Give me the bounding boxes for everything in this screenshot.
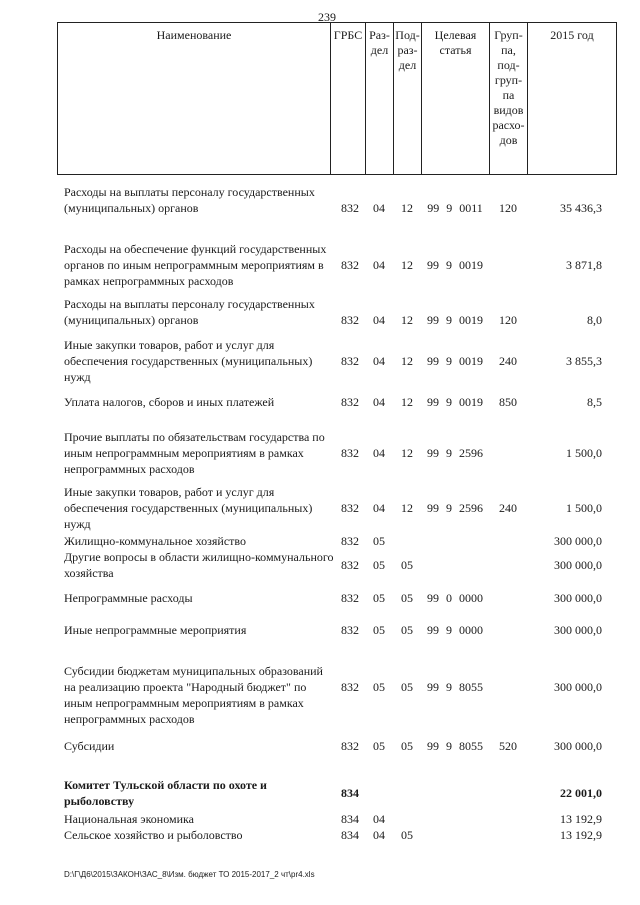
file-path-footer: D:\Г\Д6\2015\ЗАКОН\ЗАС_8\Изм. бюджет ТО 2015-2017_2 чт\pr4.xls bbox=[64, 870, 315, 879]
row-celevaya: 99 9 2596 bbox=[427, 501, 483, 515]
row-razdel: 04 bbox=[373, 354, 385, 368]
row-razdel: 04 bbox=[373, 395, 385, 409]
row-name: Прочие выплаты по обязательствам государства по иным непрограммным мероприятиям в рамках непрограммных расходов bbox=[64, 430, 325, 476]
row-gruppa: 240 bbox=[499, 354, 517, 368]
table-row bbox=[0, 647, 640, 727]
row-name: Сельское хозяйство и рыболовство bbox=[64, 828, 243, 842]
header-name: Наименование bbox=[57, 22, 330, 174]
row-podrazdel: 12 bbox=[401, 446, 413, 460]
row-podrazdel: 12 bbox=[401, 201, 413, 215]
row-sum: 300 000,0 bbox=[554, 739, 602, 753]
row-sum: 22 001,0 bbox=[560, 786, 602, 800]
row-sum: 3 855,3 bbox=[566, 354, 602, 368]
row-gruppa: 120 bbox=[499, 201, 517, 215]
table-row bbox=[0, 296, 640, 328]
row-razdel: 04 bbox=[373, 258, 385, 272]
header-celevaya: Целевая статья bbox=[421, 22, 489, 174]
table-row bbox=[0, 827, 640, 843]
row-celevaya: 99 9 8055 bbox=[427, 739, 483, 753]
row-razdel: 05 bbox=[373, 623, 385, 637]
table-row bbox=[0, 429, 640, 477]
header-razdel: Раз- дел bbox=[365, 22, 393, 174]
row-grbs: 832 bbox=[341, 446, 359, 460]
row-razdel: 04 bbox=[373, 446, 385, 460]
row-grbs: 832 bbox=[341, 534, 359, 548]
row-gruppa: 850 bbox=[499, 395, 517, 409]
row-name: Иные закупки товаров, работ и услуг для обеспечения государственных (муниципальных) нужд bbox=[64, 338, 313, 384]
row-podrazdel: 12 bbox=[401, 501, 413, 515]
row-grbs: 832 bbox=[341, 623, 359, 637]
row-razdel: 04 bbox=[373, 313, 385, 327]
row-razdel: 05 bbox=[373, 591, 385, 605]
row-celevaya: 99 9 8055 bbox=[427, 680, 483, 694]
row-razdel: 04 bbox=[373, 828, 385, 842]
row-celevaya: 99 0 0000 bbox=[427, 591, 483, 605]
table-row bbox=[0, 811, 640, 827]
row-name: Уплата налогов, сборов и иных платежей bbox=[64, 395, 275, 409]
row-podrazdel: 05 bbox=[401, 680, 413, 694]
row-grbs: 834 bbox=[341, 812, 359, 826]
row-podrazdel: 12 bbox=[401, 395, 413, 409]
table-row bbox=[0, 533, 640, 549]
row-grbs: 832 bbox=[341, 313, 359, 327]
row-podrazdel: 05 bbox=[401, 623, 413, 637]
row-podrazdel: 12 bbox=[401, 313, 413, 327]
row-podrazdel: 12 bbox=[401, 258, 413, 272]
row-sum: 13 192,9 bbox=[560, 828, 602, 842]
table-row bbox=[0, 549, 640, 581]
row-grbs: 832 bbox=[341, 591, 359, 605]
row-name: Субсидии бюджетам муниципальных образований на реализацию проекта "Народный бюджет" по иным непрограммным мероприятиям в рамках непрограммных расходов bbox=[64, 664, 323, 726]
table-row bbox=[0, 394, 640, 410]
row-razdel: 04 bbox=[373, 501, 385, 515]
row-celevaya: 99 9 0019 bbox=[427, 354, 483, 368]
row-sum: 1 500,0 bbox=[566, 501, 602, 515]
row-celevaya: 99 9 0019 bbox=[427, 258, 483, 272]
table-row bbox=[0, 777, 640, 809]
row-podrazdel: 05 bbox=[401, 739, 413, 753]
row-sum: 1 500,0 bbox=[566, 446, 602, 460]
row-sum: 3 871,8 bbox=[566, 258, 602, 272]
row-name: Другие вопросы в области жилищно-коммунального хозяйства bbox=[64, 550, 334, 580]
row-name: Расходы на выплаты персоналу государственных (муниципальных) органов bbox=[64, 185, 315, 215]
row-grbs: 834 bbox=[341, 786, 359, 800]
row-sum: 8,5 bbox=[587, 395, 602, 409]
row-razdel: 05 bbox=[373, 680, 385, 694]
page-number: 239 bbox=[318, 10, 336, 24]
row-celevaya: 99 9 0000 bbox=[427, 623, 483, 637]
row-name: Расходы на обеспечение функций государственных органов по иным непрограммным мероприятиям в рамках непрограммных расходов bbox=[64, 242, 327, 288]
row-grbs: 834 bbox=[341, 828, 359, 842]
row-gruppa: 240 bbox=[499, 501, 517, 515]
row-podrazdel: 12 bbox=[401, 354, 413, 368]
table-row bbox=[0, 337, 640, 385]
row-grbs: 832 bbox=[341, 558, 359, 572]
row-sum: 35 436,3 bbox=[560, 201, 602, 215]
row-celevaya: 99 9 0019 bbox=[427, 395, 483, 409]
row-razdel: 05 bbox=[373, 534, 385, 548]
row-sum: 300 000,0 bbox=[554, 558, 602, 572]
row-razdel: 04 bbox=[373, 201, 385, 215]
row-name: Комитет Тульской области по охоте и рыболовству bbox=[64, 778, 267, 808]
row-gruppa: 520 bbox=[499, 739, 517, 753]
row-sum: 300 000,0 bbox=[554, 534, 602, 548]
row-name: Иные закупки товаров, работ и услуг для обеспечения государственных (муниципальных) нужд bbox=[64, 485, 313, 531]
table-row bbox=[0, 738, 640, 754]
row-podrazdel: 05 bbox=[401, 558, 413, 572]
row-grbs: 832 bbox=[341, 501, 359, 515]
row-grbs: 832 bbox=[341, 739, 359, 753]
row-grbs: 832 bbox=[341, 680, 359, 694]
table-row bbox=[0, 184, 640, 216]
header-podrazdel: Под- раз- дел bbox=[393, 22, 421, 174]
table-row bbox=[0, 225, 640, 289]
row-name: Жилищно-коммунальное хозяйство bbox=[64, 534, 247, 548]
row-grbs: 832 bbox=[341, 258, 359, 272]
header-grbs: ГРБС bbox=[330, 22, 365, 174]
row-razdel: 04 bbox=[373, 812, 385, 826]
header-year: 2015 год bbox=[527, 22, 616, 174]
row-grbs: 832 bbox=[341, 201, 359, 215]
row-name: Расходы на выплаты персоналу государственных (муниципальных) органов bbox=[64, 297, 315, 327]
table-row bbox=[0, 484, 640, 532]
row-grbs: 832 bbox=[341, 395, 359, 409]
row-sum: 300 000,0 bbox=[554, 680, 602, 694]
row-name: Субсидии bbox=[64, 739, 115, 753]
row-name: Иные непрограммные мероприятия bbox=[64, 623, 247, 637]
row-sum: 13 192,9 bbox=[560, 812, 602, 826]
row-name: Национальная экономика bbox=[64, 812, 194, 826]
row-sum: 300 000,0 bbox=[554, 591, 602, 605]
table-row bbox=[0, 622, 640, 638]
row-name: Непрограммные расходы bbox=[64, 591, 193, 605]
row-razdel: 05 bbox=[373, 558, 385, 572]
row-sum: 300 000,0 bbox=[554, 623, 602, 637]
row-razdel: 05 bbox=[373, 739, 385, 753]
row-sum: 8,0 bbox=[587, 313, 602, 327]
row-gruppa: 120 bbox=[499, 313, 517, 327]
row-celevaya: 99 9 0019 bbox=[427, 313, 483, 327]
table-row bbox=[0, 590, 640, 606]
row-grbs: 832 bbox=[341, 354, 359, 368]
row-celevaya: 99 9 2596 bbox=[427, 446, 483, 460]
row-podrazdel: 05 bbox=[401, 828, 413, 842]
row-celevaya: 99 9 0011 bbox=[427, 201, 483, 215]
header-gruppa: Груп- па, под- груп- па видов расхо- дов bbox=[489, 22, 527, 174]
row-podrazdel: 05 bbox=[401, 591, 413, 605]
